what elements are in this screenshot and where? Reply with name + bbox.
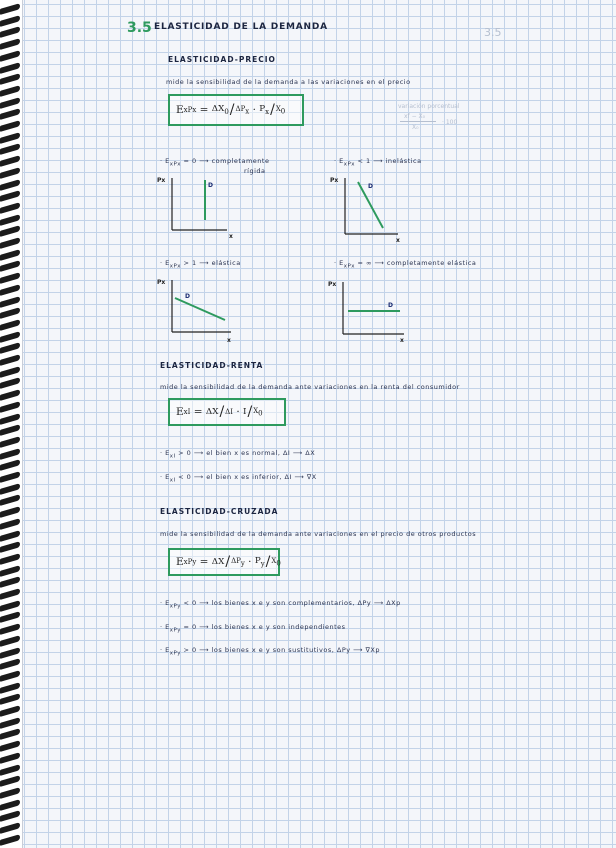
spiral-binding bbox=[0, 0, 23, 848]
cruzada-item-sust-lead: · E bbox=[160, 646, 170, 654]
renta-item-normal bbox=[160, 449, 315, 459]
formula-renta-t2-den-sub: 0 bbox=[258, 409, 263, 418]
side-note-4: · 100 bbox=[442, 119, 458, 126]
side-note-1: variación porcentual bbox=[398, 103, 460, 110]
renta-item-normal-sub: xI bbox=[169, 453, 176, 460]
case-comp-elastica-lead: · E bbox=[334, 259, 344, 267]
graph-elastica-x-label: x bbox=[227, 337, 231, 344]
formula-renta-t1-den: ΔI bbox=[225, 408, 233, 416]
spiral-ring bbox=[0, 799, 20, 811]
case-inelastica bbox=[334, 157, 422, 167]
spiral-ring bbox=[0, 179, 20, 191]
case-rigida-sub: xPx bbox=[169, 161, 181, 168]
renta-item-inferior-text: < 0 ⟶ el bien x es inferior, ΔI ⟶ ∇X bbox=[178, 473, 317, 481]
spiral-ring bbox=[0, 319, 20, 331]
spiral-ring bbox=[0, 225, 20, 237]
renta-item-normal-lead: · E bbox=[160, 449, 170, 457]
spiral-ring bbox=[0, 483, 20, 495]
description-renta: mide la sensibilidad de la demanda ante variaciones en la renta del consumidor bbox=[160, 383, 460, 391]
spiral-ring bbox=[0, 132, 20, 144]
graph-rigida-y-label: Px bbox=[157, 177, 166, 184]
spiral-ring bbox=[0, 764, 20, 776]
spiral-ring bbox=[0, 518, 20, 530]
formula-cruzada-t2-den-sub: 0 bbox=[276, 559, 281, 568]
case-inelastica-lead: · E bbox=[334, 157, 344, 165]
spiral-ring bbox=[0, 73, 20, 85]
spiral-ring bbox=[0, 705, 20, 717]
graph-rigida-curve-label: D bbox=[208, 182, 213, 189]
spiral-ring bbox=[0, 15, 20, 27]
spiral-ring bbox=[0, 214, 20, 226]
formula-t1-num-sub: 0 bbox=[224, 107, 229, 116]
spiral-ring bbox=[0, 190, 20, 202]
cruzada-item-sustitutivos bbox=[160, 646, 380, 656]
spiral-ring bbox=[0, 471, 20, 483]
spiral-ring bbox=[0, 623, 20, 635]
graph-comp-elastica-y-label: Px bbox=[328, 281, 337, 288]
case-completamente-elastica bbox=[334, 259, 476, 269]
formula-renta-t2-num: I bbox=[243, 407, 247, 417]
graph-rigida bbox=[155, 172, 235, 242]
spiral-ring bbox=[0, 167, 20, 179]
cruzada-item-comp-lead: · E bbox=[160, 599, 170, 607]
heading-precio: ELASTICIDAD-PRECIO bbox=[168, 55, 276, 64]
spiral-ring bbox=[0, 775, 20, 787]
spiral-ring bbox=[0, 366, 20, 378]
spiral-ring bbox=[0, 693, 20, 705]
spiral-ring bbox=[0, 3, 20, 15]
spiral-ring bbox=[0, 342, 20, 354]
spiral-ring bbox=[0, 436, 20, 448]
case-comp-elastica-sub: xPx bbox=[343, 263, 355, 270]
spiral-ring bbox=[0, 38, 20, 50]
graph-inelastica-curve-label: D bbox=[368, 183, 373, 190]
spiral-ring bbox=[0, 810, 20, 822]
case-rigida-extra: rígida bbox=[244, 167, 266, 175]
cruzada-item-independientes bbox=[160, 623, 346, 633]
spiral-ring bbox=[0, 600, 20, 612]
cruzada-item-indep-text: = 0 ⟶ los bienes x e y son independientes bbox=[183, 623, 346, 631]
graph-inelastica bbox=[328, 172, 408, 242]
formula-t2-den-sub: 0 bbox=[280, 107, 286, 116]
spiral-ring bbox=[0, 495, 20, 507]
spiral-ring bbox=[0, 729, 20, 741]
side-note-2: xf − X₀ bbox=[404, 113, 426, 120]
case-rigida bbox=[160, 157, 269, 167]
spiral-ring bbox=[0, 822, 20, 834]
heading-cruzada: ELASTICIDAD-CRUZADA bbox=[160, 507, 279, 516]
spiral-ring bbox=[0, 237, 20, 249]
case-comp-elastica-rel: = ∞ ⟶ completamente elástica bbox=[357, 259, 477, 267]
formula-renta-t1-num: ΔX bbox=[205, 407, 219, 417]
spiral-ring bbox=[0, 834, 20, 846]
renta-item-inferior-lead: · E bbox=[160, 473, 170, 481]
formula-cruzada-t1-num: ΔX bbox=[211, 557, 225, 567]
graph-elastica-y-label: Px bbox=[157, 279, 166, 286]
case-rigida-lead: · E bbox=[160, 157, 170, 165]
formula-cruzada-t1-den-sub: y bbox=[240, 559, 245, 568]
spiral-ring bbox=[0, 647, 20, 659]
spiral-ring bbox=[0, 635, 20, 647]
formula-cruzada-t2-num-sub: y bbox=[260, 559, 265, 568]
spiral-ring bbox=[0, 144, 20, 156]
graph-completamente-elastica bbox=[328, 276, 418, 346]
faint-header: 3.5 bbox=[484, 26, 502, 39]
description-cruzada: mide la sensibilidad de la demanda ante variaciones en el precio de otros productos bbox=[160, 530, 477, 538]
graph-elastica-demand-line bbox=[175, 298, 225, 320]
spiral-ring bbox=[0, 740, 20, 752]
graph-elastica bbox=[155, 274, 245, 344]
formula-cruzada: E xPy = ΔX / $\Delta P_y$ · $P_y$ / $X_0$ bbox=[168, 548, 280, 576]
cruzada-item-comp-text: < 0 ⟶ los bienes x e y son complementarios, ΔPy ⟶ ΔXp bbox=[183, 599, 401, 607]
spiral-ring bbox=[0, 553, 20, 565]
case-rigida-rel: = 0 ⟶ completamente bbox=[183, 157, 270, 165]
spiral-ring bbox=[0, 424, 20, 436]
spiral-ring bbox=[0, 62, 20, 74]
case-elastica-lead: · E bbox=[160, 259, 170, 267]
spiral-ring bbox=[0, 307, 20, 319]
spiral-ring bbox=[0, 670, 20, 682]
spiral-ring bbox=[0, 284, 20, 296]
formula-renta: E xI = ΔX / ΔI · I / $X_0$ bbox=[168, 398, 286, 426]
formula-renta-lhs: E bbox=[176, 406, 184, 418]
formula-lhs-sub: xPx bbox=[183, 106, 197, 114]
renta-item-inferior bbox=[160, 473, 317, 483]
case-elastica-rel: > 1 ⟶ elástica bbox=[183, 259, 241, 267]
spiral-ring bbox=[0, 530, 20, 542]
spiral-ring bbox=[0, 108, 20, 120]
formula-renta-t2-den: X bbox=[253, 406, 259, 415]
heading-renta: ELASTICIDAD-RENTA bbox=[160, 361, 264, 370]
spiral-ring bbox=[0, 413, 20, 425]
spiral-ring bbox=[0, 506, 20, 518]
spiral-ring bbox=[0, 612, 20, 624]
spiral-ring bbox=[0, 331, 20, 343]
spiral-ring bbox=[0, 448, 20, 460]
section-number: 3.5 bbox=[127, 20, 152, 36]
description-precio: mide la sensibilidad de la demanda a las variaciones en el precio bbox=[166, 78, 411, 86]
spiral-ring bbox=[0, 50, 20, 62]
formula-cruzada-t2-num: P bbox=[254, 556, 261, 567]
spiral-ring bbox=[0, 658, 20, 670]
cruzada-item-indep-sub: xPy bbox=[169, 627, 181, 634]
renta-item-inferior-sub: xI bbox=[169, 477, 176, 484]
graph-inelastica-y-label: Px bbox=[330, 177, 339, 184]
graph-comp-elastica-curve-label: D bbox=[388, 302, 393, 309]
spiral-ring bbox=[0, 155, 20, 167]
formula-lhs: E bbox=[176, 104, 184, 116]
spiral-ring bbox=[0, 120, 20, 132]
spiral-ring bbox=[0, 85, 20, 97]
formula-t1-num: ΔX bbox=[211, 104, 225, 115]
formula-renta-lhs-sub: xI bbox=[183, 408, 191, 416]
cruzada-item-sust-text: > 0 ⟶ los bienes x e y son sustitutivos, ΔPy ⟶ ∇Xp bbox=[183, 646, 380, 654]
spiral-ring bbox=[0, 752, 20, 764]
case-elastica bbox=[160, 259, 241, 269]
side-note-divider bbox=[400, 121, 436, 122]
spiral-ring bbox=[0, 401, 20, 413]
spiral-ring bbox=[0, 459, 20, 471]
spiral-ring bbox=[0, 202, 20, 214]
spiral-ring bbox=[0, 682, 20, 694]
spiral-ring bbox=[0, 354, 20, 366]
cruzada-item-comp-sub: xPy bbox=[169, 603, 181, 610]
formula-t2-den: X bbox=[275, 104, 281, 113]
formula-t1-den: ΔP bbox=[235, 104, 246, 113]
formula-precio: E xPx = $\Delta X_0$ / $\Delta P_x$ · $P_x$ / $X_0$ bbox=[168, 94, 304, 126]
case-inelastica-sub: xPx bbox=[343, 161, 355, 168]
spiral-ring bbox=[0, 97, 20, 109]
case-inelastica-rel: < 1 ⟶ inelástica bbox=[357, 157, 422, 165]
spiral-ring bbox=[0, 389, 20, 401]
graph-elastica-curve-label: D bbox=[185, 293, 190, 300]
section-title: ELASTICIDAD DE LA DEMANDA bbox=[154, 22, 328, 32]
spiral-ring bbox=[0, 27, 20, 39]
cruzada-item-indep-lead: · E bbox=[160, 623, 170, 631]
side-note-3: X₀ bbox=[412, 124, 419, 131]
formula-t1-den-sub: x bbox=[245, 107, 250, 116]
spiral-ring bbox=[0, 787, 20, 799]
graph-comp-elastica-x-label: x bbox=[400, 337, 404, 344]
formula-cruzada-lhs: E bbox=[176, 556, 184, 568]
case-elastica-sub: xPx bbox=[169, 263, 181, 270]
formula-cruzada-lhs-sub: xPy bbox=[183, 558, 197, 566]
spiral-ring bbox=[0, 541, 20, 553]
spiral-ring bbox=[0, 588, 20, 600]
cruzada-item-sust-sub: xPy bbox=[169, 650, 181, 657]
formula-t2-num: P bbox=[259, 104, 266, 115]
spiral-ring bbox=[0, 378, 20, 390]
spiral-ring bbox=[0, 717, 20, 729]
cruzada-item-complementarios bbox=[160, 599, 401, 609]
spiral-ring bbox=[0, 249, 20, 261]
graph-inelastica-x-label: x bbox=[396, 237, 400, 244]
formula-t2-num-sub: x bbox=[265, 107, 270, 116]
spiral-ring bbox=[0, 272, 20, 284]
spiral-ring bbox=[0, 576, 20, 588]
formula-cruzada-t1-den: ΔP bbox=[231, 556, 241, 565]
spiral-ring bbox=[0, 261, 20, 273]
graph-rigida-x-label: x bbox=[229, 233, 233, 240]
spiral-ring bbox=[0, 296, 20, 308]
spiral-ring bbox=[0, 565, 20, 577]
formula-cruzada-t2-den: X bbox=[271, 556, 277, 565]
renta-item-normal-text: > 0 ⟶ el bien x es normal, ΔI ⟶ ΔX bbox=[178, 449, 316, 457]
